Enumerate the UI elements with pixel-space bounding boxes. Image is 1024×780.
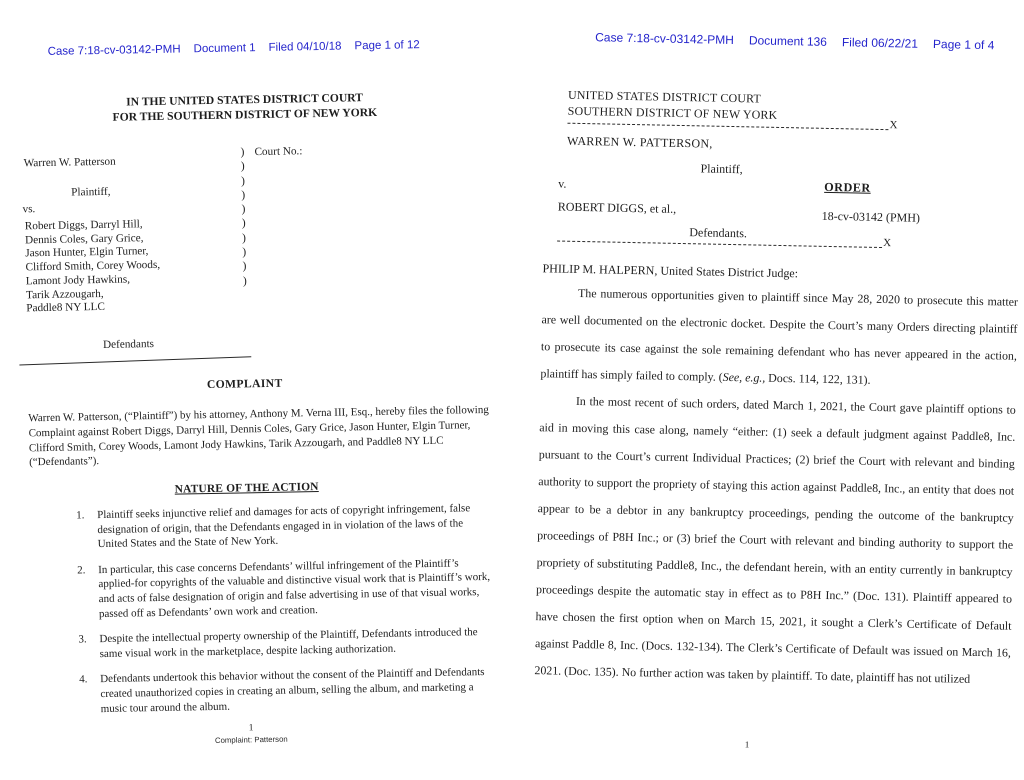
complaint-page [11,22,518,771]
footer-doc-label: Complaint: Patterson [214,734,288,745]
intro-paragraph: Warren W. Patterson, (“Plaintiff”) by his attorney, Anthony M. Verna III, Esq., hereby files the following Complaint against Robert Diggs, Darryl Hill, Dennis Coles, Gary Grice, Jason Hunter, Elgin Turner, Clifford Smith, Corey Woods, Lamont Jody Hawkins, Tarik Azzougarh, and Paddle8 NY LLC (“Defendants”). [28,403,489,469]
court-title-line2: SOUTHERN DISTRICT OF NEW YORK [567,103,778,122]
allegation-item [76,501,495,552]
page-number-stamp: Page 1 of 12 [354,39,420,53]
complaint-heading: COMPLAINT [206,376,283,392]
case-number-stamp: Case 7:18-cv-03142-PMH [595,30,735,48]
item-number: 3. [78,633,87,646]
allegation-item [79,665,498,716]
document-number-stamp: Document 136 [748,33,828,49]
defendant-line: Robert Diggs, Darryl Hill, [24,218,143,233]
item-number: 1. [76,509,85,522]
allegation-item [77,556,496,622]
court-title-line2: FOR THE SOUTHERN DISTRICT OF NEW YORK [112,105,378,124]
plaintiff-label: Plaintiff, [71,185,111,199]
allegation-item [78,625,496,662]
item-text: Plaintiff seeks injunctive relief and damages for acts of copyright infringement, false designation of origin, that the Defendants engaged in in violation of the laws of the United States and the State of New York. [97,502,471,551]
judge-line: PHILIP M. HALPERN, United States District Judge: [542,261,799,281]
court-title-line1: IN THE UNITED STATES DISTRICT COURT [126,91,364,109]
court-title-line1: UNITED STATES DISTRICT COURT [567,87,762,106]
court-title [12,88,476,126]
court-no-label: Court No.: [254,145,303,159]
para1-text-end: Docs. 114, 122, 131). [765,370,871,387]
order-body [534,279,1018,693]
plaintiff-name: Warren W. Patterson [23,155,116,170]
ecf-stamp-right [595,30,994,52]
order-page [529,19,1024,777]
divider-x: X [883,237,892,250]
filed-date-stamp: Filed 06/22/21 [841,35,919,51]
para1-text: The numerous opportunities given to plaintiff since May 28, 2020 to prosecute this matter are well documented on the electronic docket. Despite the Court’s many Orders directing plaintiff to prosecute its case against the sole remaining defendant who has never appeared in the action, plaintiff has simply failed to comply. ( [540,285,1019,384]
item-number: 4. [79,673,88,686]
case-number-stamp: Case 7:18-cv-03142-PMH [47,43,181,58]
versus-label: vs. [22,203,36,216]
versus-label: v. [558,176,567,191]
item-text: In particular, this case concerns Defendants’ willful infringement of the Plaintiff’s applied-for copyrights of the valuable and distinctive visual work that is Plaintiff’s work, and acts of false designation of origin and false advertising in use of that visual works, passed off as Defendants’ own work and creation. [98,557,491,620]
defendants-label: Defendants. [689,225,748,241]
caption-rule [19,356,251,365]
item-text: Defendants undertook this behavior without the consent of the Plaintiff and Defendants created unauthorized copies in creating an album, selling the album, and marketing a music tour around the album. [100,666,485,715]
plaintiff-name: WARREN W. PATTERSON, [566,133,713,151]
defendant-line: Lamont Jody Hawkins, [25,273,131,288]
defendant-line: ROBERT DIGGS, et al., [557,199,677,216]
divider-x: X [889,119,898,132]
caption-divider-top [567,112,897,131]
defendants-label: Defendants [102,338,155,351]
footer-page-number: 1 [248,723,254,734]
case-number: 18-cv-03142 (PMH) [821,208,921,225]
dashed-line [557,238,882,249]
page-number-stamp: Page 1 of 4 [932,37,995,53]
defendant-line: Paddle8 NY LLC [26,301,105,315]
caption-divider-bottom [557,230,891,249]
defendant-line: Jason Hunter, Elgin Turner, [25,245,149,260]
order-paragraph-1 [540,279,1018,397]
item-text: Despite the intellectual property ownership of the Plaintiff, Defendants introduced the same visual work in the marketplace, despite lacking authorization. [99,626,478,660]
defendant-name-list [25,218,161,316]
dashed-line [567,120,888,130]
plaintiff-label: Plaintiff, [700,161,743,177]
ecf-stamp-left [48,39,420,58]
document-number-stamp: Document 1 [193,42,256,56]
order-heading: ORDER [824,179,871,195]
item-number: 2. [77,564,86,577]
numbered-allegations [76,501,498,728]
para1-citation-signal: See, e.g., [722,369,766,385]
defendant-line: Dennis Coles, Gary Grice, [24,231,144,247]
order-paragraph-2: In the most recent of such orders, dated March 1, 2021, the Court gave plaintiff options to aid in moving this case along, namely “either: (1) seek a default judgment against Paddle8, Inc. pursuant to the Court’s current Individual Practices; (2) brief the Court with relevant and binding authority to support the propriety of staying this action against Paddle8, Inc., an entity that does not appear to be a debtor in any bankruptcy proceedings, pending the outcome of the bankruptcy proceedings of P8H Inc.; or (3) brief the Court with relevant and binding authority to support the propriety of substituting Paddle8, Inc., the defendant herein, with an entity currently in bankruptcy proceedings despite the automatic stay in effect as to P8H Inc.” (Doc. 131). Plaintiff appeared to have chosen the first option when on March 15, 2021, it sought a Clerk’s Certificate of Default against Paddle 8, Inc. (Docs. 132-134). The Clerk’s Certificate of Default was issued on March 16, 2021. (Doc. 135). No further action was taken by plaintiff. To date, plaintiff has not utilized [534,393,1016,686]
defendant-line: Clifford Smith, Corey Woods, [25,259,161,274]
nature-of-action-heading: NATURE OF THE ACTION [174,481,319,496]
footer-page-number: 1 [744,739,750,750]
filed-date-stamp: Filed 04/10/18 [268,40,342,54]
defendant-line: Tarik Azzougarh, [25,287,104,301]
caption-paren-column: ) ) ) ) ) ) ) ) ) ) [240,146,247,288]
